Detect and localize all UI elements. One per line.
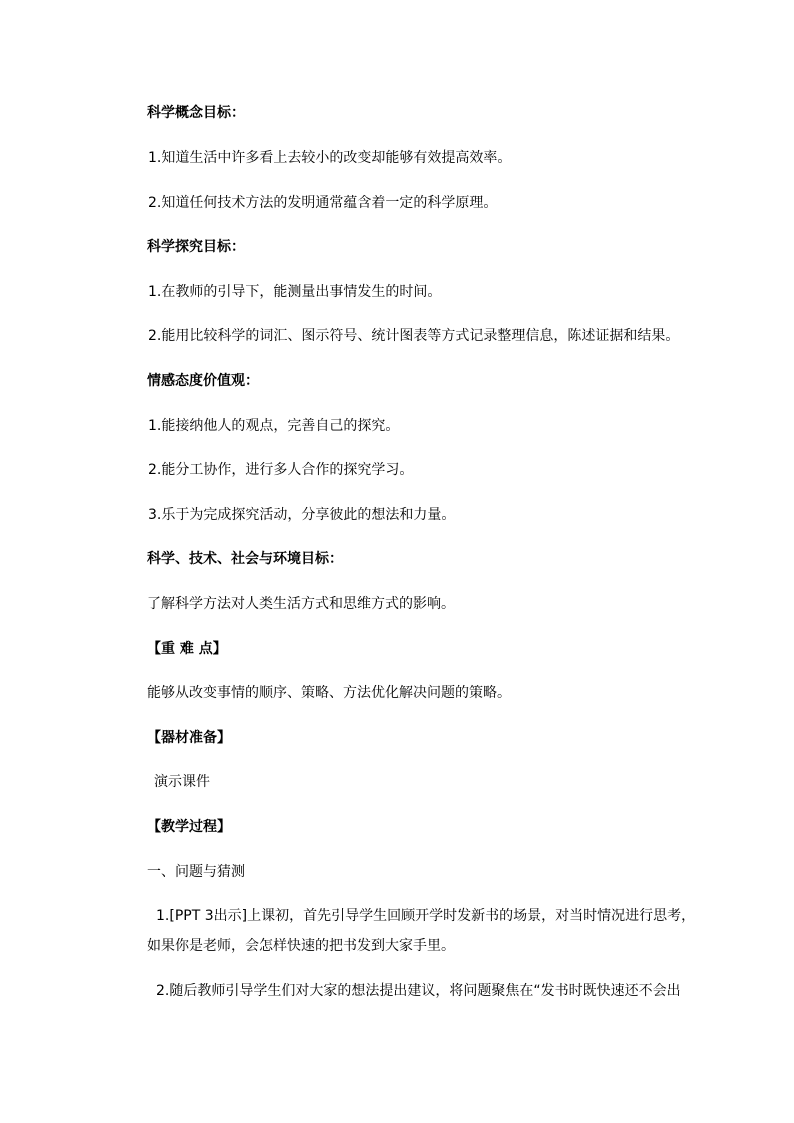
concept-item-2: 2.知道任何技术方法的发明通常蕴含着一定的科学原理。 <box>148 195 498 211</box>
concept-item-1: 1.知道生活中许多看上去较小的改变却能够有效提高效率。 <box>148 150 512 166</box>
stse-heading: 科学、技术、社会与环境目标： <box>147 551 343 567</box>
attitude-heading: 情感态度价值观： <box>147 373 259 389</box>
inquiry-item-2: 2.能用比较科学的词汇、图示符号、统计图表等方式记录整理信息，陈述证据和结果。 <box>148 328 680 344</box>
process-subheading-1: 一、问题与猜测 <box>147 864 245 880</box>
stse-item-1: 了解科学方法对人类生活方式和思维方式的影响。 <box>147 596 455 612</box>
process-item-1-line-1: 1.[PPT 3出示]上课初，首先引导学生回顾开学时发新书的场景，对当时情况进行思考， <box>156 908 696 924</box>
attitude-item-2: 2.能分工协作，进行多人合作的探究学习。 <box>148 462 414 478</box>
process-heading: 【教学过程】 <box>147 819 231 835</box>
keypoint-heading: 【重 难 点】 <box>147 641 227 657</box>
inquiry-item-1: 1.在教师的引导下，能测量出事情发生的时间。 <box>148 284 442 300</box>
keypoint-item-1: 能够从改变事情的顺序、策略、方法优化解决问题的策略。 <box>147 685 511 701</box>
inquiry-heading: 科学探究目标： <box>147 239 245 255</box>
process-item-1-line-2: 如果你是老师，会怎样快速的把书发到大家手里。 <box>147 938 455 954</box>
materials-heading: 【器材准备】 <box>147 730 231 746</box>
materials-item-1: 演示课件 <box>154 774 210 790</box>
attitude-item-3: 3.乐于为完成探究活动，分享彼此的想法和力量。 <box>148 507 456 523</box>
concept-heading: 科学概念目标： <box>147 105 245 121</box>
attitude-item-1: 1.能接纳他人的观点，完善自己的探究。 <box>148 418 400 434</box>
process-item-2-line-1: 2.随后教师引导学生们对大家的想法提出建议，将问题聚焦在“发书时既快速还不会出 <box>156 983 681 999</box>
